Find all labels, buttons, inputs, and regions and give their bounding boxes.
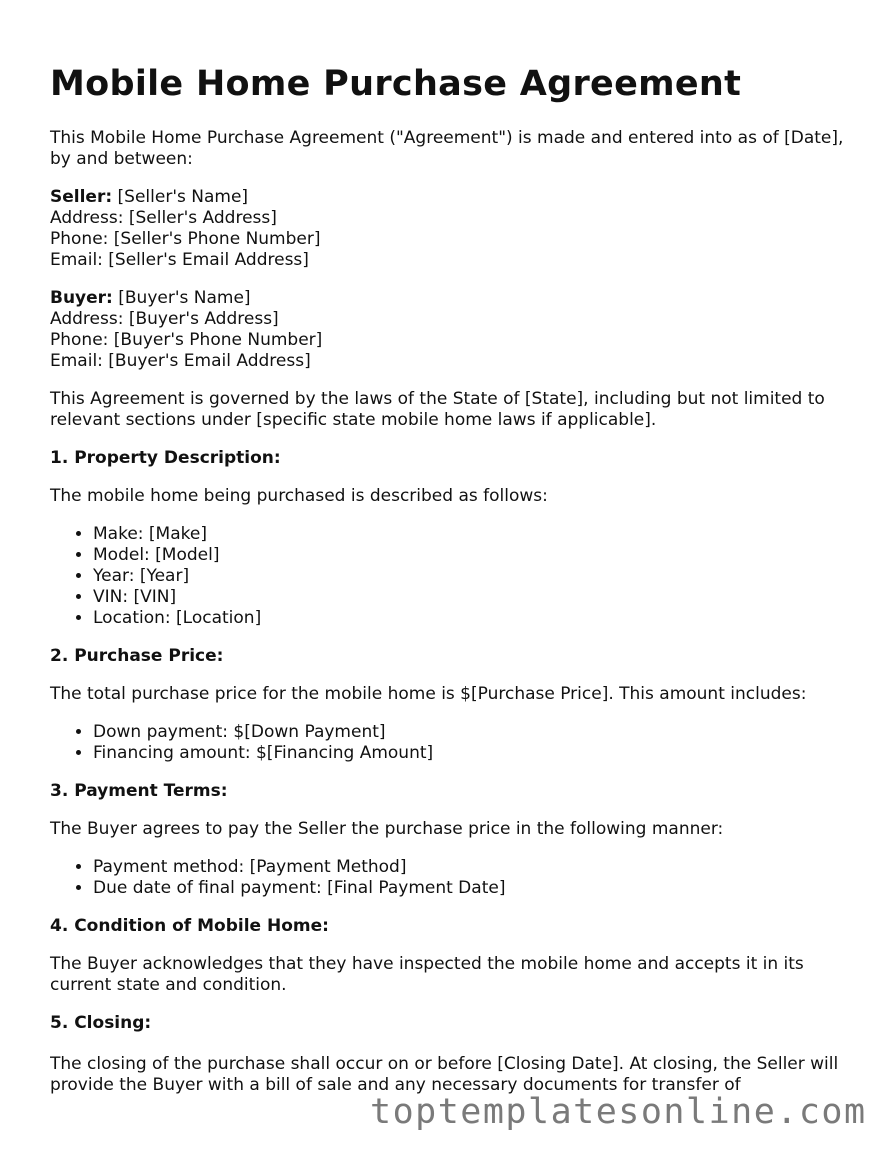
- section-heading-condition: 4. Condition of Mobile Home:: [50, 916, 329, 936]
- watermark-text: toptemplatesonline.com: [370, 1092, 867, 1132]
- price-list: [50, 722, 850, 764]
- seller-name: [Seller's Name]: [112, 187, 249, 207]
- section-text-condition: The Buyer acknowledges that they have inspected the mobile home and accepts it in its current state and condition.: [50, 954, 804, 995]
- seller-block: [50, 187, 850, 271]
- buyer-phone: Phone: [Buyer's Phone Number]: [50, 330, 323, 350]
- list-item: • Make: [Make]: [93, 524, 850, 545]
- list-item: • Down payment: $[Down Payment]: [93, 722, 850, 743]
- section-heading-price: 2. Purchase Price:: [50, 646, 224, 666]
- intro-paragraph: This Mobile Home Purchase Agreement ("Agreement") is made and entered into as of [Date], by and between:: [50, 128, 844, 169]
- buyer-address: Address: [Buyer's Address]: [50, 309, 279, 329]
- section-text-closing: The closing of the purchase shall occur on or before [Closing Date]. At closing, the Seller will provide the Buyer with a bill of sale and any necessary documents for transfer of: [50, 1054, 839, 1095]
- seller-phone: Phone: [Seller's Phone Number]: [50, 229, 321, 249]
- governing-law-paragraph: This Agreement is governed by the laws of the State of [State], including but not limited to relevant sections under [specific state mobile home laws if applicable].: [50, 389, 825, 430]
- buyer-block: [50, 288, 850, 372]
- list-item: • VIN: [VIN]: [93, 587, 850, 608]
- section-text-price: The total purchase price for the mobile home is $[Purchase Price]. This amount includes:: [50, 684, 807, 704]
- buyer-name: [Buyer's Name]: [112, 288, 251, 308]
- section-text-property: The mobile home being purchased is described as follows:: [50, 486, 548, 506]
- closing-text-clip: [50, 1054, 850, 1096]
- list-item: • Model: [Model]: [93, 545, 850, 566]
- buyer-label: Buyer:: [50, 288, 113, 308]
- document-page: [50, 62, 850, 1051]
- seller-address: Address: [Seller's Address]: [50, 208, 277, 228]
- section-heading-property: 1. Property Description:: [50, 448, 281, 468]
- section-heading-closing: 5. Closing:: [50, 1013, 152, 1033]
- list-item: • Payment method: [Payment Method]: [93, 857, 850, 878]
- list-item: • Location: [Location]: [93, 608, 850, 629]
- seller-label: Seller:: [50, 187, 113, 207]
- section-text-payment: The Buyer agrees to pay the Seller the purchase price in the following manner:: [50, 819, 724, 839]
- document-title: Mobile Home Purchase Agreement: [50, 64, 742, 104]
- payment-list: [50, 857, 850, 899]
- property-list: [50, 524, 850, 629]
- list-item: • Financing amount: $[Financing Amount]: [93, 743, 850, 764]
- section-heading-payment: 3. Payment Terms:: [50, 781, 228, 801]
- buyer-email: Email: [Buyer's Email Address]: [50, 351, 311, 371]
- seller-email: Email: [Seller's Email Address]: [50, 250, 309, 270]
- list-item: • Year: [Year]: [93, 566, 850, 587]
- list-item: • Due date of final payment: [Final Payment Date]: [93, 878, 850, 899]
